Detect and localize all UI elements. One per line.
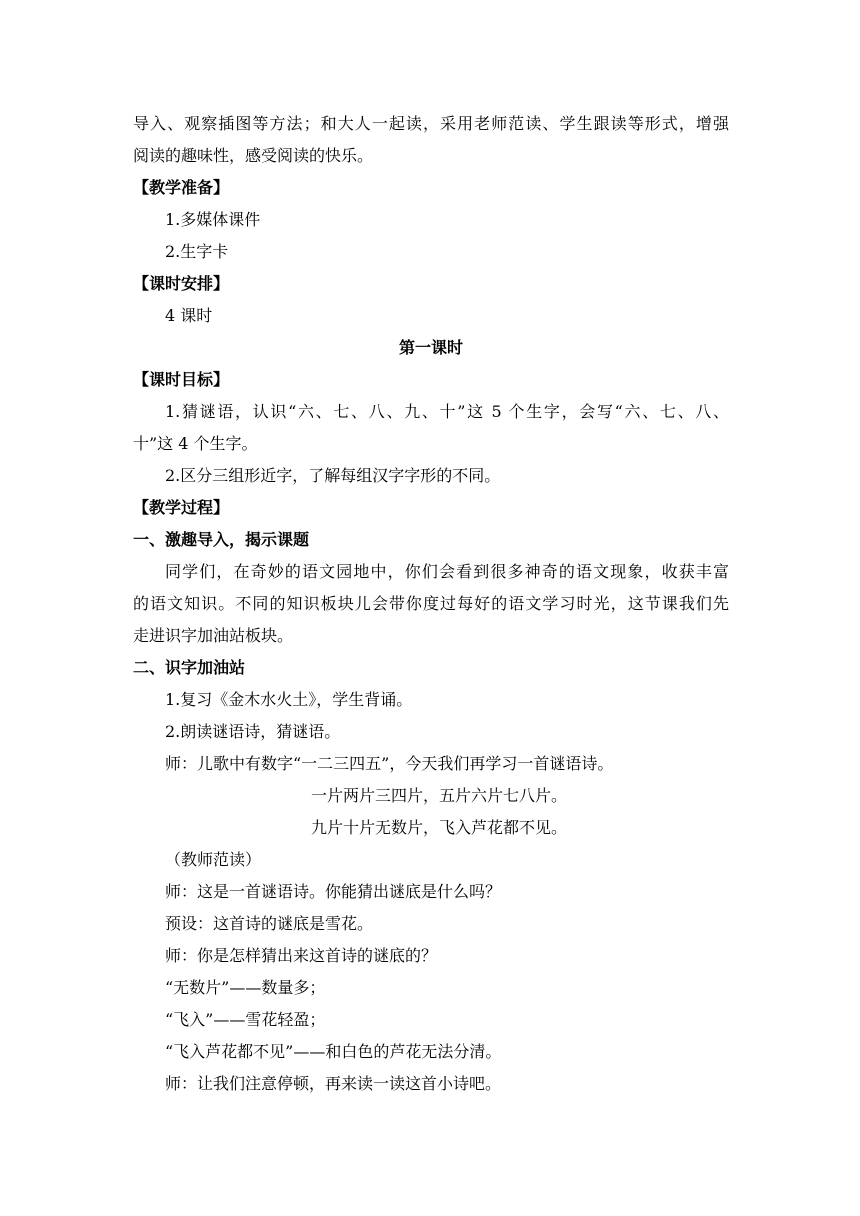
process-heading: 【教学过程】 xyxy=(133,498,230,517)
lesson-title: 第一课时 xyxy=(398,338,463,357)
intro-line-1: 导入、观察插图等方法；和大人一起读，采用老师范读、学生跟读等形式，增强 xyxy=(133,114,729,133)
goal-1-line-1: 1.猜谜语，认识“六、七、八、九、十”这 5 个生字，会写“六、七、八、 xyxy=(165,402,729,421)
prep-item-1: 1.多媒体课件 xyxy=(165,210,261,229)
reading-note: （教师范读） xyxy=(165,850,262,869)
step-1: 1.复习《金木水火土》，学生背诵。 xyxy=(165,690,413,709)
section-1-title: 一、激趣导入，揭示课题 xyxy=(133,530,310,549)
section-1-paragraph-line-3: 走进识字加油站板块。 xyxy=(133,626,294,645)
teacher-line-1: 师：儿歌中有数字“一二三四五”，今天我们再学习一首谜语诗。 xyxy=(165,754,614,773)
goal-2: 2.区分三组形近字，了解每组汉字字形的不同。 xyxy=(165,466,501,485)
schedule-heading: 【课时安排】 xyxy=(133,274,230,293)
section-2-title: 二、识字加油站 xyxy=(133,658,246,677)
schedule-value: 4 课时 xyxy=(165,306,213,325)
goals-heading: 【课时目标】 xyxy=(133,370,230,389)
section-1-paragraph-line-1: 同学们，在奇妙的语文园地中，你们会看到很多神奇的语文现象，收获丰富 xyxy=(165,562,729,581)
section-1-paragraph-line-2: 的语文知识。不同的知识板块儿会带你度过每好的语文学习时光，这节课我们先 xyxy=(133,594,729,613)
poem-line-1: 一片两片三四片，五片六片七八片。 xyxy=(311,786,568,805)
prep-heading: 【教学准备】 xyxy=(133,178,230,197)
prep-item-2: 2.生字卡 xyxy=(165,242,229,261)
teacher-line-3: 师：你是怎样猜出来这首诗的谜底的？ xyxy=(165,946,438,965)
preset-answer: 预设：这首诗的谜底是雪花。 xyxy=(165,914,374,933)
intro-line-2: 阅读的趣味性，感受阅读的快乐。 xyxy=(133,146,374,165)
clue-3: “飞入芦花都不见”——和白色的芦花无法分清。 xyxy=(165,1042,502,1061)
poem-line-2: 九片十片无数片，飞入芦花都不见。 xyxy=(311,818,568,837)
step-2: 2.朗读谜语诗，猜谜语。 xyxy=(165,722,341,741)
teacher-line-2: 师：这是一首谜语诗。你能猜出谜底是什么吗？ xyxy=(165,882,502,901)
goal-1-line-2: 十”这 4 个生字。 xyxy=(133,434,258,453)
clue-2: “飞入”——雪花轻盈； xyxy=(165,1010,326,1029)
clue-1: “无数片”——数量多； xyxy=(165,978,326,997)
teacher-line-4: 师：让我们注意停顿，再来读一读这首小诗吧。 xyxy=(165,1074,502,1093)
